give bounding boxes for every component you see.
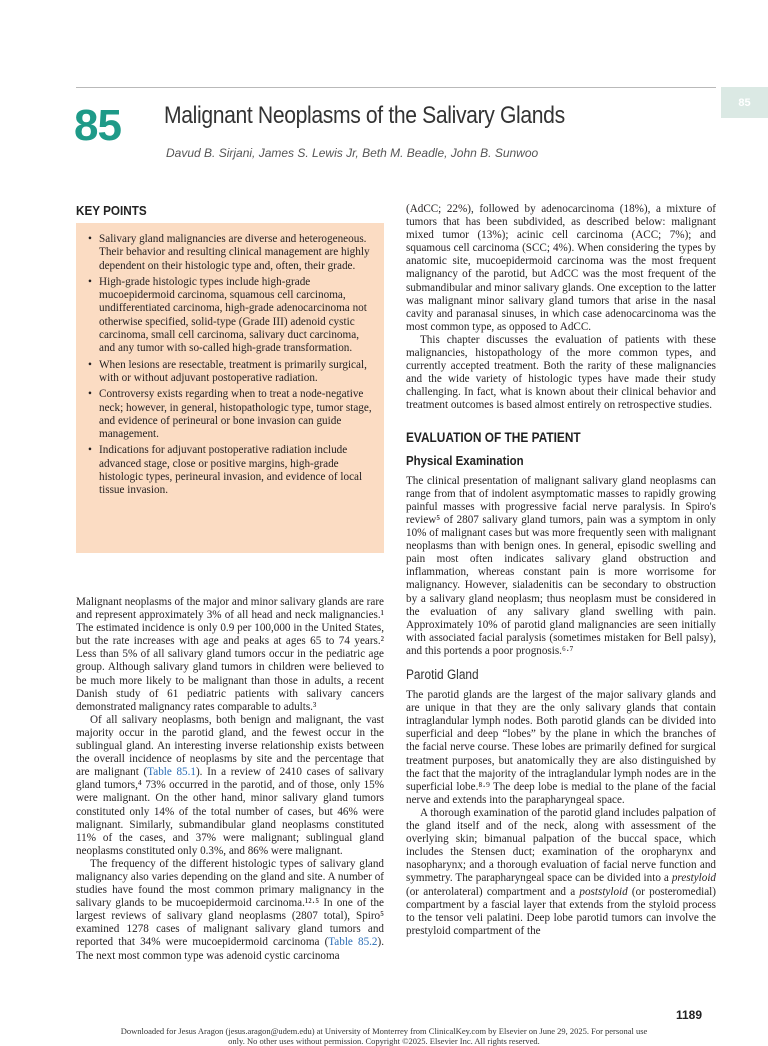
left-column — [76, 596, 384, 963]
right-column — [406, 203, 716, 938]
header-rule — [76, 87, 716, 88]
text-run: Of all salivary neoplasms, both benign and malignant, the vast majority occur in the parotid gland, and the fewest occur in the sublingual gland. An interesting inverse relationship exists between the overall incidence of neoplasms by site and the percentage that are malignant ( — [76, 713, 384, 779]
italic-term: prestyloid — [671, 872, 716, 885]
body-paragraph: The clinical presentation of malignant salivary gland neoplasms can range from that of indolent asymptomatic masses to rapidly growing painful masses with progressive facial nerve paralysis. In Spiro's review⁵ of 2807 salivary gland tumors, pain was a symptom in only 10% of malignant cases but was more frequently seen with malignant neoplasms than with benign ones. In general, episodic swelling and pain most often indicates salivary gland obstruction and inflammation, whereas constant pain is more worrisome for malignancy. However, sialadenitis can be secondary to obstruction by a salivary gland neoplasm; thus neoplasm must be considered in the evaluation of any salivary gland swelling with pain. Approximately 10% of parotid gland malignancies are seen initially with associated facial paralysis (sometimes mistaken for Bell palsy), and this portends a poor prognosis.⁶·⁷ — [406, 474, 716, 657]
chapter-title: Malignant Neoplasms of the Salivary Glands — [164, 102, 565, 129]
key-point-item: • Indications for adjuvant postoperative radiation include advanced stage, close or positive margins, high-grade histologic types, perineural invasion, and evidence of local tissue invasion. — [88, 444, 372, 497]
body-paragraph — [76, 714, 384, 858]
text-run: (or anterolateral) compartment and a — [406, 885, 580, 898]
chapter-number: 85 — [74, 101, 121, 150]
text-run: A thorough examination of the parotid gland includes palpation of the gland itself and of the neck, along with assessment of the overlying skin; bimanual palpation of the buccal space, which includes the Stensen duct; examination of the oropharynx and nasopharynx; and a thorough evaluation of facial nerve function and symmetry. The parapharyngeal space can be divided into a — [406, 806, 716, 885]
key-point-item: • Salivary gland malignancies are diverse and heterogeneous. Their behavior and resulting clinical management are highly dependent on their histologic type and, often, their grade. — [88, 233, 372, 273]
section-heading: EVALUATION OF THE PATIENT — [406, 429, 581, 445]
chapter-side-tab: 85 — [721, 87, 768, 118]
table-link[interactable]: Table 85.1 — [147, 766, 196, 779]
body-paragraph: Malignant neoplasms of the major and minor salivary glands are rare and represent approximately 3% of all head and neck malignancies.¹ The estimated incidence is only 0.9 per 100,000 in the United States, but the rate increases with age and peaks at ages 65 to 74 years.² Less than 5% of all salivary gland tumors occur in the pediatric age group. Although salivary gland tumors in children were believed to be much more likely to be malignant than those in adults, a recent Danish study of 61 pediatric patients with salivary cancers demonstrated malignancy rates comparable to adults.³ — [76, 596, 384, 713]
chapter-authors: Davud B. Sirjani, James S. Lewis Jr, Beth M. Beadle, John B. Sunwoo — [166, 146, 539, 160]
text-run: (or posteromedial) compartment by a fascial layer that extends from the styloid process to the tensor veli palatini. Deep lobe parotid tumors can involve the prestyloid compartment of the — [406, 885, 716, 937]
italic-term: poststyloid — [579, 885, 628, 898]
body-paragraph: (AdCC; 22%), followed by adenocarcinoma (18%), a mixture of tumors that has been subdivided, as described below: malignant mixed tumor (13%); acinic cell carcinoma (ACC; 7%); and squamous cell carcinoma (SCC; 4%). When considering the types by anatomic site, mucoepidermoid carcinoma was the most frequent malignancy of the parotid, but AdCC was the most frequent of the submandibular and minor salivary glands. One exception to the latter was malignant minor salivary gland tumors that arise in the nasal cavity and paranasal sinuses, in which case adenocarcinoma was the most common type, as opposed to AdCC. — [406, 203, 716, 333]
text-run: ). In a review of 2410 cases of salivary gland tumors,⁴ 73% occurred in the parotid, and of those, only 15% were malignant. On the other hand, minor salivary gland tumors constituted only 14% of the total number of cases, but 46% were malignant. Similarly, submandibular gland neoplasms constituted 11% of the cases, and 37% were malignant; sublingual gland neoplasms constituted only 0.3%, and 86% were malignant. — [76, 766, 384, 857]
key-points-list — [76, 223, 384, 498]
key-points-heading: KEY POINTS — [76, 203, 147, 218]
text-run: ). The next most common type was adenoid cystic carcinoma — [76, 936, 384, 962]
key-point-item: • Controversy exists regarding when to treat a node-negative neck; however, in general, histopathologic type, tumor stage, and evidence of perineural or bone invasion can guide management. — [88, 388, 372, 441]
body-paragraph: This chapter discusses the evaluation of patients with these malignancies, histopathology of the more common types, and currently accepted treatment. Both the rarity of these malignancies and the wide variety of histologic types have made their study challenging. In fact, what is known about their clinical behavior and treatment outcomes is based almost entirely on retrospective studies. — [406, 333, 716, 412]
key-points-box — [76, 223, 384, 553]
download-footer: Downloaded for Jesus Aragon (jesus.aragon@udem.edu) at University of Monterrey from ClinicalKey.com by Elsevier on June 29, 2025. For personal use only. No other uses without permission. Copyright ©2025. Elsevier Inc. All rights reserved. — [120, 1026, 648, 1046]
body-paragraph — [406, 807, 716, 938]
page-number: 1189 — [676, 1008, 703, 1022]
key-point-item: • High-grade histologic types include high-grade mucoepidermoid carcinoma, squamous cell carcinoma, undifferentiated carcinoma, high-grade adenocarcinoma not otherwise specified, solid-type (Grade III) adenoid cystic carcinoma, small cell carcinoma, salivary duct carcinoma, and any tumor with so-called high-grade transformation. — [88, 276, 372, 356]
body-paragraph: The parotid glands are the largest of the major salivary glands and are unique in that they are the only salivary glands that contain intraglandular lymph nodes. Both parotid glands can be divided into superficial and deep “lobes” by the plane in which the branches of the facial nerve course. These lobes are primarily defined for surgical treatment purposes, but anatomically they are also distinguished by the fact that the majority of the intraglandular lymph nodes are in the superficial lobe.⁸·⁹ The deep lobe is medial to the plane of the facial nerve and extends into the parapharyngeal space. — [406, 689, 716, 806]
text-run: The frequency of the different histologic types of salivary gland malignancy also varies depending on the gland and site. A number of studies have found the most common primary malignancy in the salivary glands to be mucoepidermoid carcinoma.¹²·⁵ In one of the largest reviews of salivary gland neoplasms (2807 total), Spiro⁵ examined 1278 cases of malignant salivary gland tumors and reported that 34% were mucoepidermoid carcinoma ( — [76, 857, 384, 949]
table-link[interactable]: Table 85.2 — [328, 936, 378, 949]
key-point-item: • When lesions are resectable, treatment is primarily surgical, with or without adjuvant postoperative radiation. — [88, 359, 372, 386]
subsection-heading: Parotid Gland — [406, 667, 479, 682]
body-paragraph — [76, 858, 384, 963]
subsection-heading: Physical Examination — [406, 452, 524, 468]
